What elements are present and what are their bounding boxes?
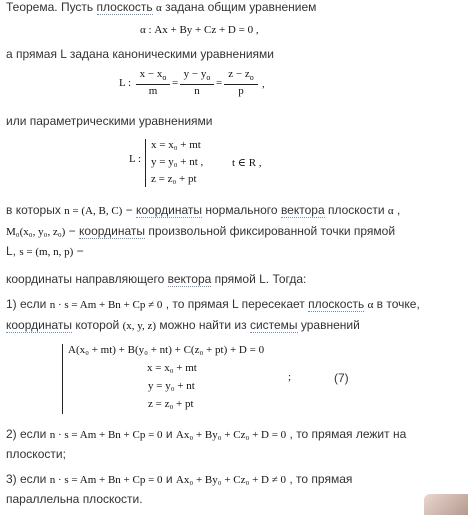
plane-link[interactable]: плоскость bbox=[96, 0, 153, 14]
text-line: плоскости; bbox=[6, 447, 66, 461]
text-line: M₀(x₀, y₀, z₀) − координаты произвольной фиксированной точки прямой bbox=[6, 224, 396, 238]
alpha-symbol: α bbox=[155, 2, 162, 14]
equals: = bbox=[216, 77, 223, 89]
system-eq: y = y₀ + nt bbox=[148, 380, 195, 392]
normal-vector: n = (A, B, C) bbox=[64, 205, 123, 217]
point-m0: M₀(x₀, y₀, z₀) bbox=[6, 226, 66, 238]
text: задана общим уравнением bbox=[161, 0, 317, 14]
system-eq: z = z₀ + pt bbox=[148, 398, 194, 410]
param-eq: x = x₀ + mt bbox=[151, 139, 201, 151]
text-line: 1) если n · s = Am + Bn + Cp ≠ 0 , то прямая L пересекает плоскость α в точке, bbox=[6, 297, 420, 311]
param-eq: y = y₀ + nt , bbox=[151, 156, 204, 168]
system-eq: x = x₀ + mt bbox=[147, 362, 197, 374]
system-semicolon: ; bbox=[288, 371, 292, 383]
text-line: а прямая L задана каноническими уравнениями bbox=[6, 47, 275, 61]
text-line: параллельна плоскости. bbox=[6, 492, 143, 506]
fraction-x: $\frac{x - x_o}{m}$ bbox=[136, 68, 170, 98]
direction-vector: s = (m, n, p) bbox=[19, 246, 74, 258]
text-line: в которых n = (A, B, C) − координаты нормального вектора плоскости α , bbox=[6, 203, 401, 217]
brace bbox=[145, 139, 146, 187]
param-tail: t ∈ R , bbox=[232, 157, 262, 169]
text-line: координаты направляющего вектора прямой L. Тогда: bbox=[6, 272, 307, 286]
theorem-line bbox=[6, 0, 316, 15]
comma: , bbox=[262, 78, 265, 90]
text-line: L, s = (m, n, p) − bbox=[6, 244, 84, 258]
plane-link[interactable]: плоскость bbox=[308, 297, 365, 311]
system-link[interactable]: системы bbox=[249, 318, 298, 332]
canon-lhs: L : bbox=[119, 77, 132, 89]
equation-number: (7) bbox=[334, 371, 349, 385]
system-brace bbox=[62, 344, 63, 414]
param-eq: z = z₀ + pt bbox=[151, 173, 197, 185]
equals: = bbox=[172, 77, 179, 89]
fraction-z: $\frac{z - z_o}{p}$ bbox=[224, 68, 258, 98]
coordinates-link[interactable]: координаты bbox=[6, 318, 72, 332]
text-line: или параметрическими уравнениями bbox=[6, 114, 213, 128]
text-line: координаты которой (x, y, z) можно найти из системы уравнений bbox=[6, 318, 360, 332]
system-eq: A(x₀ + mt) + B(y₀ + nt) + C(z₀ + pt) + D = 0 bbox=[68, 344, 265, 356]
plane-equation: α : Ax + By + Cz + D = 0 , bbox=[140, 24, 259, 36]
vector-link[interactable]: вектора bbox=[167, 272, 212, 286]
coordinates-link[interactable]: координаты bbox=[136, 203, 203, 217]
text-line: 2) если n · s = Am + Bn + Cp = 0 и Ax₀ + By₀ + Cz₀ + D = 0 , то прямая лежит на bbox=[6, 427, 407, 441]
condition: n · s = Am + Bn + Cp ≠ 0 bbox=[49, 299, 163, 311]
avatar-image bbox=[424, 494, 468, 515]
fraction-y: $\frac{y - y_o}{n}$ bbox=[180, 68, 214, 98]
vector-link[interactable]: вектора bbox=[280, 203, 325, 217]
coordinates-link[interactable]: координаты bbox=[79, 224, 146, 238]
param-lhs: L : bbox=[129, 153, 142, 165]
text-line: 3) если n · s = Am + Bn + Cp = 0 и Ax₀ + By₀ + Cz₀ + D ≠ 0 , то прямая bbox=[6, 472, 353, 486]
text: Теорема. Пусть bbox=[6, 0, 97, 14]
